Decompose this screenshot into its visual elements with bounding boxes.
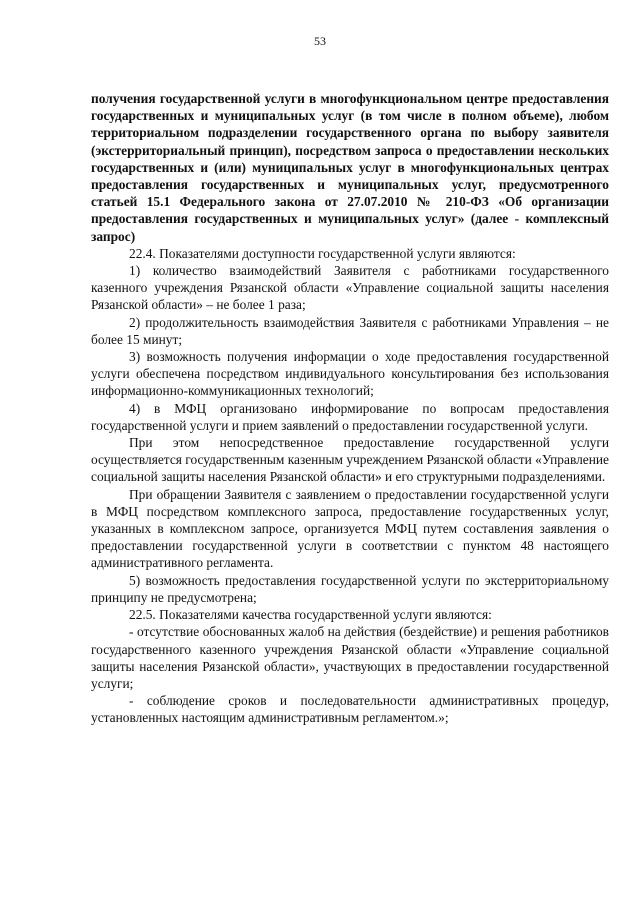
direct-provision-paragraph: При этом непосредственное предоставление государственной услуги осуществляется государственным казенным учреждением Рязанской области «Управление социальной защиты населения Рязанской области» и его структурными подразделениями. xyxy=(91,435,609,485)
availability-item-4: 4) в МФЦ организовано информирование по вопросам предоставления государственной услуги и прием заявлений о предоставлении государственной услуги. xyxy=(91,400,609,433)
page-number: 53 xyxy=(314,34,326,48)
section-22-4-heading: 22.4. Показателями доступности государственной услуги являются: xyxy=(129,245,516,261)
availability-item-3: 3) возможность получения информации о ходе предоставления государственной услуги обеспечена посредством индивидуального консультирования без использования информационно-коммуникационных технологий; xyxy=(91,349,609,399)
complex-request-paragraph: При обращении Заявителя с заявлением о предоставлении государственной услуги в МФЦ посредством комплексного запроса, предоставление государственных услуг, указанных в комплексном запросе, организуется МФЦ путем составления заявления о предоставлении государственной услуги в соответствии с пунктом 48 настоящего административного регламента. xyxy=(91,486,609,571)
availability-item-5: 5) возможность предоставления государственной услуги по экстерриториальному принципу не предусмотрена; xyxy=(91,572,609,605)
availability-item-2: 2) продолжительность взаимодействия Заявителя с работниками Управления – не более 15 минут; xyxy=(91,314,609,347)
document-body xyxy=(91,90,609,727)
availability-item-1: 1) количество взаимодействий Заявителя с работниками государственного казенного учреждения Рязанской области «Управление социальной защиты населения Рязанской области» – не более 1 раза; xyxy=(91,263,609,313)
quality-item-2: - соблюдение сроков и последовательности административных процедур, установленных настоящим административным регламентом.»; xyxy=(91,693,609,726)
section-22-5-heading: 22.5. Показателями качества государственной услуги являются: xyxy=(129,607,492,623)
quality-item-1: - отсутствие обоснованных жалоб на действия (бездействие) и решения работников государственного казенного учреждения Рязанской области «Управление социальной защиты населения Рязанской области», участвующих в предоставлении государственной услуги; xyxy=(91,624,609,691)
bold-intro-paragraph: получения государственной услуги в многофункциональном центре предоставления государственных и муниципальных услуг (в том числе в полном объеме), любом территориальном подразделении государственного органа по выбору заявителя (экстерриториальный принцип), посредством запроса о предоставлении нескольких государственных и (или) муниципальных услуг в многофункциональных центрах предоставления государственных и муниципальных услуг, предусмотренного статьей 15.1 Федерального закона от 27.07.2010 № 210-ФЗ «Об организации предоставления государственных и муниципальных услуг» (далее - комплексный запрос) xyxy=(91,91,609,244)
